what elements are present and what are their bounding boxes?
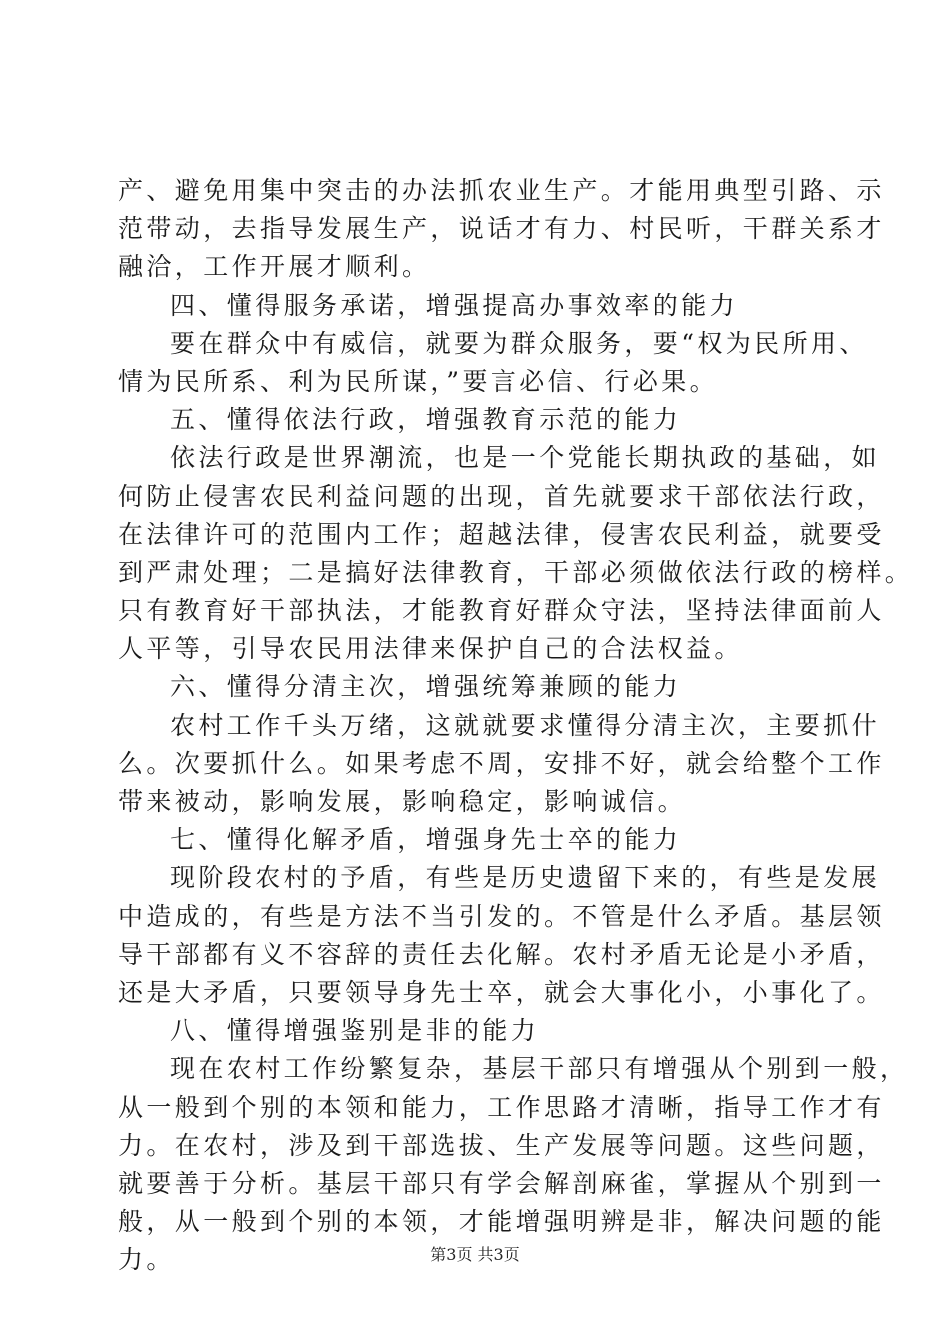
paragraph-line: 带来被动，影响发展，影响稳定，影响诚信。 xyxy=(118,787,687,816)
paragraph-line: 力。在农村，涉及到干部选拔、生产发展等问题。这些问题， xyxy=(118,1130,885,1160)
paragraph-line: 中造成的，有些是方法不当引发的。不管是什么矛盾。基层领 xyxy=(118,901,885,931)
paragraph-line: 就要善于分析。基层干部只有学会解剖麻雀，掌握从个别到一 xyxy=(118,1168,885,1198)
paragraph-line: 还是大矛盾，只要领导身先士卒，就会大事化小，小事化了。 xyxy=(118,977,885,1007)
paragraph-line: 到严肃处理；二是搞好法律教育，干部必须做依法行政的榜样。 xyxy=(118,557,914,587)
paragraph-line: 现在农村工作纷繁复杂，基层干部只有增强从个别到一般， xyxy=(170,1054,909,1084)
section-heading-line: 五、懂得依法行政，增强教育示范的能力 xyxy=(170,405,682,435)
paragraph-line: 何防止侵害农民利益问题的出现，首先就要求干部依法行政， xyxy=(118,481,885,511)
section-heading-line: 七、懂得化解矛盾，增强身先士卒的能力 xyxy=(170,825,682,855)
paragraph-line: 现阶段农村的予盾，有些是历史遗留下来的，有些是发展 xyxy=(170,863,881,893)
paragraph-line: 从一般到个别的本领和能力，工作思路才清晰，指导工作才有 xyxy=(118,1092,885,1122)
paragraph-line: 范带动，去指导发展生产，说话才有力、村民听，干群关系才 xyxy=(118,214,885,244)
paragraph-line: 产、避免用集中突击的办法抓农业生产。才能用典型引路、示 xyxy=(118,176,885,205)
paragraph-line: 农村工作千头万绪，这就就要求懂得分清主次，主要抓什 xyxy=(170,710,881,740)
section-heading-line: 六、懂得分清主次，增强统筹兼顾的能力 xyxy=(170,672,682,702)
paragraph-line: 力。 xyxy=(118,1245,175,1275)
paragraph-line: 人平等，引导农民用法律来保护自己的合法权益。 xyxy=(118,634,743,664)
paragraph-line: 融洽，工作开展才顺利。 xyxy=(118,252,431,282)
paragraph-line: 般，从一般到个别的本领，才能增强明辨是非，解决问题的能 xyxy=(118,1207,885,1237)
paragraph-line: 情为民所系、利为民所谋，”要言必信、行必果。 xyxy=(118,366,719,396)
page-footer: 第3页 共3页 xyxy=(430,1245,520,1264)
paragraph-line: 在法律许可的范围内工作；超越法律，侵害农民利益，就要受 xyxy=(118,519,885,549)
paragraph-line: 依法行政是世界潮流，也是一个党能长期执政的基础，如 xyxy=(170,443,881,473)
paragraph-line: 只有教育好干部执法，才能教育好群众守法，坚持法律面前人 xyxy=(118,596,885,626)
document-body xyxy=(118,172,914,1279)
paragraph-line: 要在群众中有威信，就要为群众服务，要“权为民所用、 xyxy=(170,328,868,358)
paragraph-line: 导干部都有义不容辞的责任去化解。农村矛盾无论是小矛盾， xyxy=(118,939,885,969)
section-heading-line: 四、懂得服务承诺，增强提高办事效率的能力 xyxy=(170,290,739,320)
paragraph-line: 么。次要抓什么。如果考虑不周，安排不好，就会给整个工作 xyxy=(118,748,885,778)
section-heading-line: 八、懂得增强鉴别是非的能力 xyxy=(170,1016,540,1046)
